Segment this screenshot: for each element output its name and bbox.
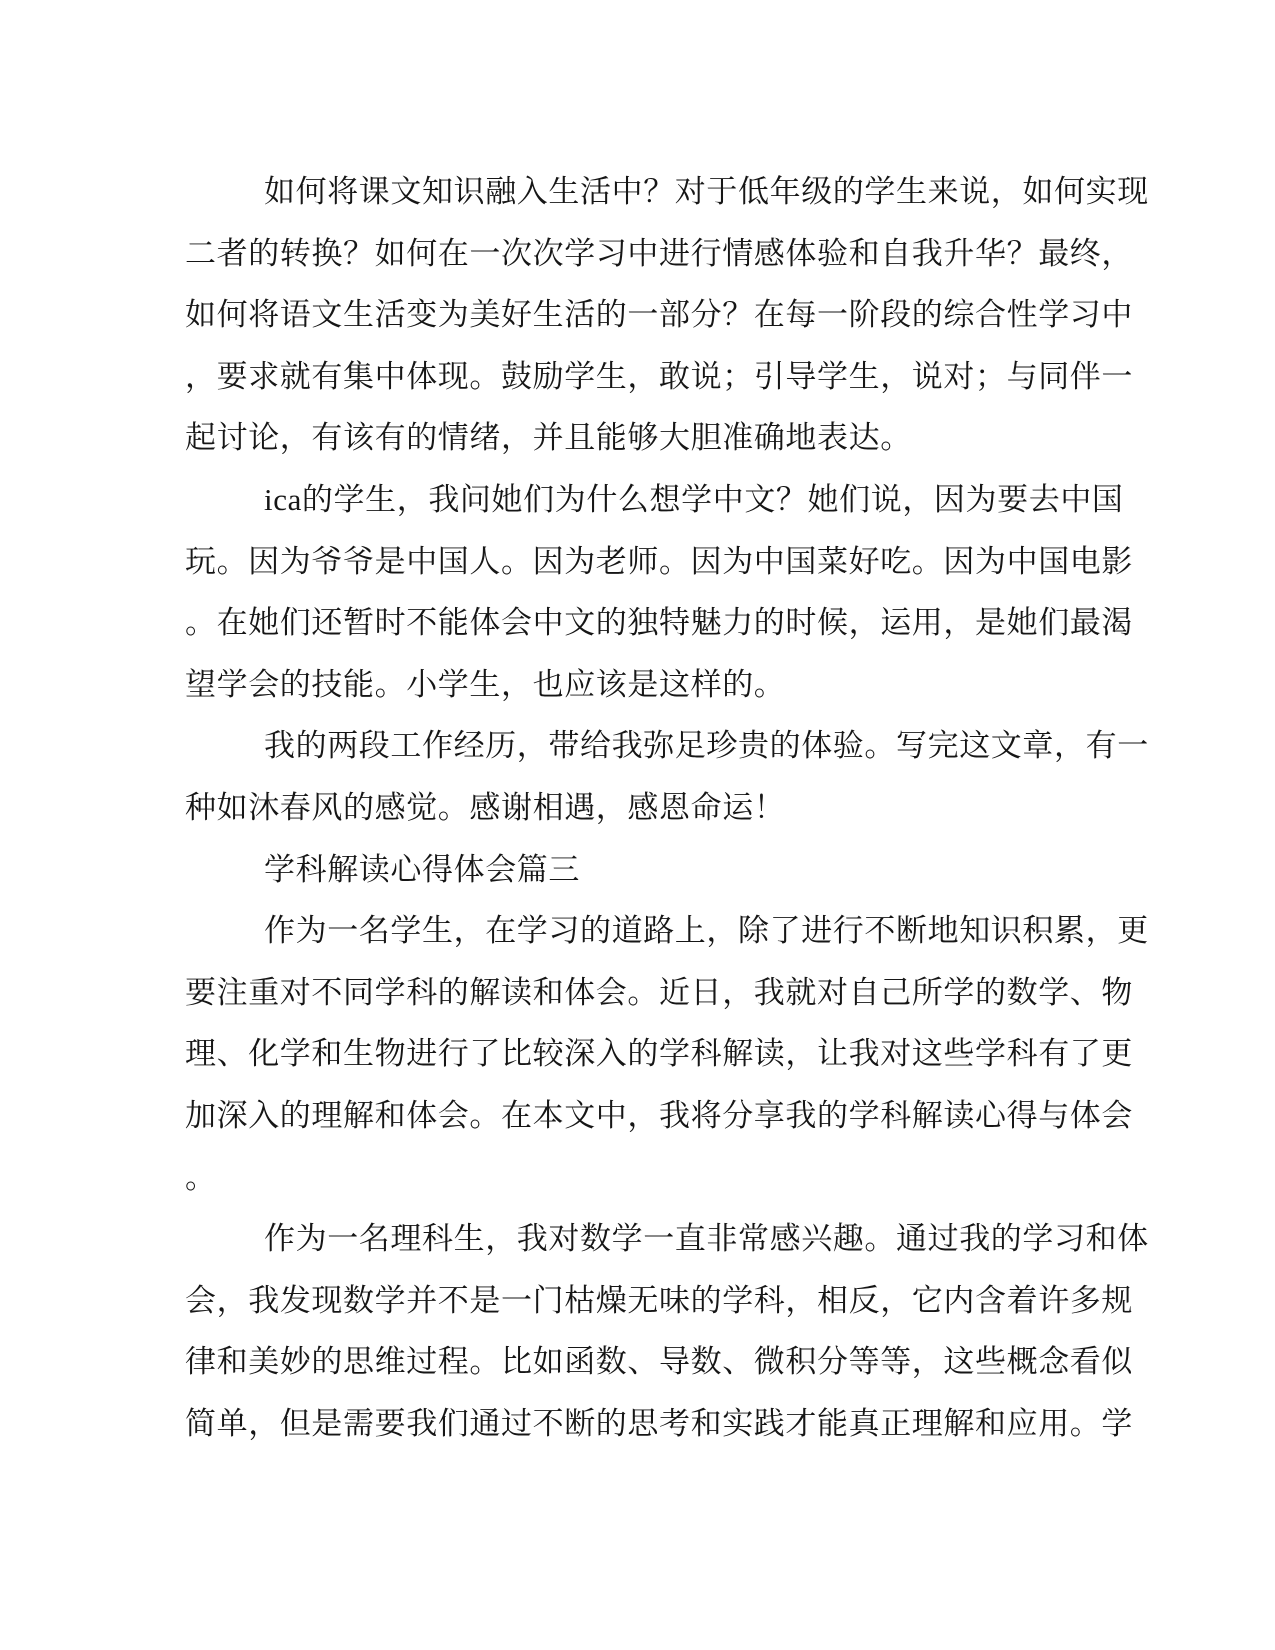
document-body [185,161,1149,1454]
text-line: 要注重对不同学科的解读和体会。近日，我就对自己所学的数学、物 [185,974,1133,1010]
paragraph [185,715,1149,838]
text-line: 作为一名学生，在学习的道路上，除了进行不断地知识积累，更 [264,913,1149,949]
text-line: 会，我发现数学并不是一门枯燥无味的学科，相反，它内含着许多规 [185,1282,1133,1318]
paragraph [185,900,1149,1208]
text-line: 二者的转换？如何在一次次学习中进行情感体验和自我升华？最终， [185,235,1133,271]
paragraph [185,1208,1149,1454]
text-line: ，要求就有集中体现。鼓励学生，敢说；引导学生，说对；与同伴一 [185,358,1133,394]
text-line: 种如沐春风的感觉。感谢相遇，感恩命运！ [185,789,786,825]
paragraph [185,469,1133,715]
text-line: 如何将语文生活变为美好生活的一部分？在每一阶段的综合性学习中 [185,297,1133,333]
text-line: 如何将课文知识融入生活中？对于低年级的学生来说，如何实现 [264,174,1149,209]
section-heading [185,839,1085,901]
text-line: ica的学生，我问她们为什么想学中文？她们说，因为要去中国 [264,481,1124,517]
text-line: 律和美妙的思维过程。比如函数、导数、微积分等等，这些概念看似 [185,1344,1133,1380]
text-line: 学科解读心得体会篇三 [264,851,580,887]
text-line: 加深入的理解和体会。在本文中，我将分享我的学科解读心得与体会 [185,1097,1133,1133]
text-line: 简单，但是需要我们通过不断的思考和实践才能真正理解和应用。学 [185,1405,1133,1441]
text-line: 作为一名理科生，我对数学一直非常感兴趣。通过我的学习和体 [264,1221,1149,1257]
text-line: 。在她们还暂时不能体会中文的独特魅力的时候，运用，是她们最渴 [185,605,1133,641]
text-line: 玩。因为爷爷是中国人。因为老师。因为中国菜好吃。因为中国电影 [185,543,1133,579]
text-line: 起讨论，有该有的情绪，并且能够大胆准确地表达。 [185,420,912,456]
text-line: 。 [185,1159,217,1195]
text-line: 望学会的技能。小学生，也应该是这样的。 [185,666,786,702]
text-line: 我的两段工作经历，带给我弥足珍贵的体验。写完这文章，有一 [264,728,1149,764]
text-line: 理、化学和生物进行了比较深入的学科解读，让我对这些学科有了更 [185,1036,1133,1072]
paragraph [185,161,1149,469]
